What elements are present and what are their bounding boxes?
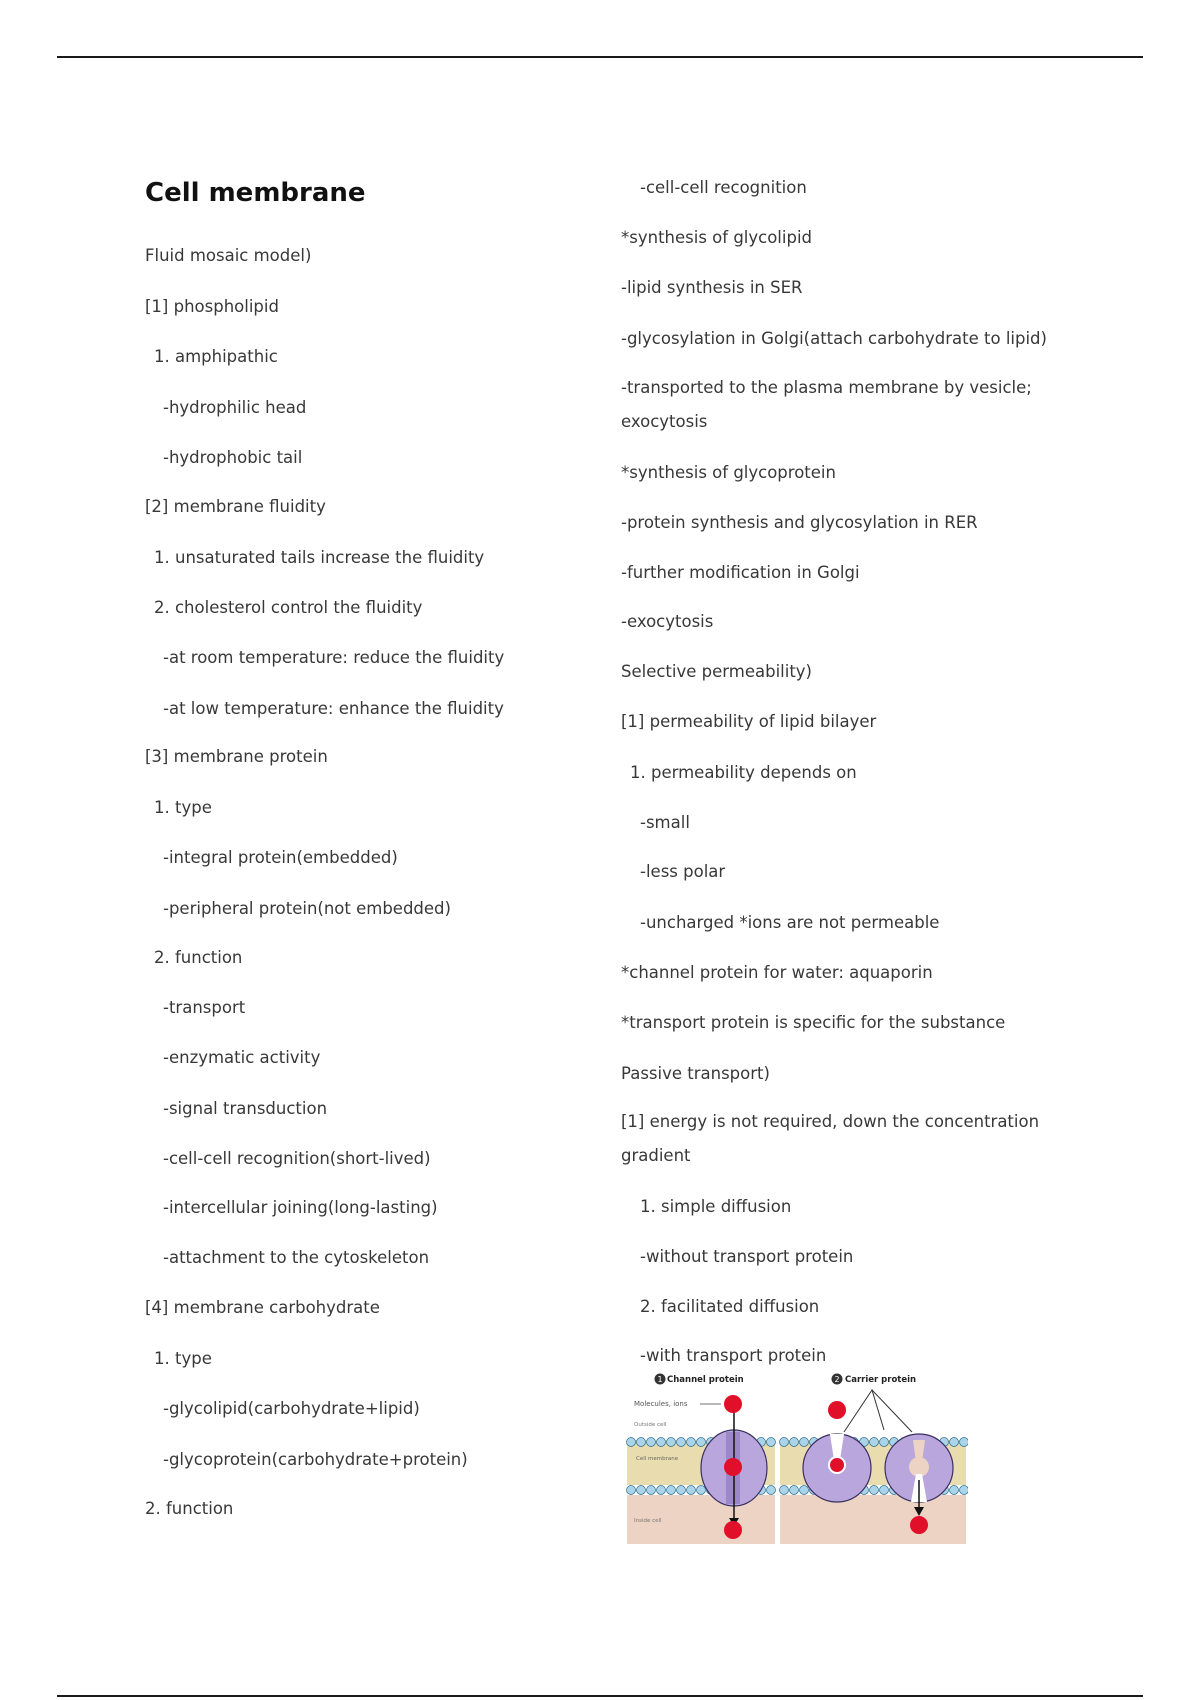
molecule-dot <box>910 1516 928 1534</box>
phospholipid-head <box>647 1486 656 1495</box>
phospholipid-head <box>647 1438 656 1447</box>
phospholipid-head <box>627 1438 636 1447</box>
phospholipid-head <box>960 1438 969 1447</box>
page-title: Cell membrane <box>145 178 366 208</box>
text-line: [1] phospholipid <box>145 297 279 316</box>
text-line: 1. unsaturated tails increase the fluidity <box>154 548 485 567</box>
text-line: -hydrophilic head <box>163 398 307 417</box>
text-line: -signal transduction <box>163 1099 328 1118</box>
molecule-dot <box>724 1458 742 1476</box>
text-line: [2] membrane fluidity <box>145 497 326 516</box>
text-line: -without transport protein <box>640 1247 854 1266</box>
phospholipid-head <box>950 1438 959 1447</box>
svg-text:1: 1 <box>657 1375 663 1384</box>
phospholipid-head <box>677 1438 686 1447</box>
text-line: *transport protein is specific for the substance <box>621 1013 1006 1032</box>
text-line: 1. permeability depends on <box>630 763 857 782</box>
text-line: [3] membrane protein <box>145 747 328 766</box>
text-line: gradient <box>621 1146 691 1165</box>
phospholipid-head <box>697 1486 706 1495</box>
carrier-protein-panel <box>780 1374 969 1545</box>
phospholipid-head <box>780 1486 789 1495</box>
outside-label: Outside cell <box>634 1422 667 1428</box>
phospholipid-head <box>637 1438 646 1447</box>
text-line: -attachment to the cytoskeleton <box>163 1248 430 1267</box>
phospholipid-head <box>687 1438 696 1447</box>
text-line: -cell-cell recognition <box>640 178 807 197</box>
text-line: -exocytosis <box>621 612 714 631</box>
text-line: -intercellular joining(long-lasting) <box>163 1198 438 1217</box>
phospholipid-head <box>790 1486 799 1495</box>
molecule-dot <box>829 1457 845 1473</box>
text-line: Fluid mosaic model) <box>145 246 312 265</box>
text-line: -with transport protein <box>640 1346 827 1365</box>
phospholipid-head <box>800 1438 809 1447</box>
text-line: Passive transport) <box>621 1064 770 1083</box>
text-line: -at low temperature: enhance the fluidity <box>163 699 504 718</box>
text-line: -transport <box>163 998 246 1017</box>
molecule-dot <box>724 1395 742 1413</box>
phospholipid-head <box>627 1486 636 1495</box>
transport-protein-figure <box>622 1370 968 1545</box>
text-line: exocytosis <box>621 412 708 431</box>
phospholipid-head <box>950 1486 959 1495</box>
phospholipid-head <box>767 1438 776 1447</box>
text-line: -uncharged *ions are not permeable <box>640 913 940 932</box>
panel2-label: Carrier protein <box>845 1375 917 1385</box>
text-line: 1. type <box>154 1349 212 1368</box>
text-line: *synthesis of glycolipid <box>621 228 813 247</box>
text-line: -peripheral protein(not embedded) <box>163 899 451 918</box>
channel-protein-panel <box>627 1374 776 1545</box>
phospholipid-head <box>870 1438 879 1447</box>
top-rule <box>57 56 1143 58</box>
text-line: 2. facilitated diffusion <box>640 1297 820 1316</box>
svg-text:2: 2 <box>834 1375 840 1384</box>
text-line: -at room temperature: reduce the fluidity <box>163 648 505 667</box>
phospholipid-head <box>657 1438 666 1447</box>
text-line: [4] membrane carbohydrate <box>145 1298 380 1317</box>
text-line: -less polar <box>640 862 726 881</box>
phospholipid-head <box>767 1486 776 1495</box>
text-line: 2. function <box>154 948 243 967</box>
molecules-label: Molecules, ions <box>634 1400 688 1408</box>
bottom-rule <box>57 1695 1143 1697</box>
phospholipid-head <box>637 1486 646 1495</box>
text-line: 2. function <box>145 1499 234 1518</box>
text-line: [1] permeability of lipid bilayer <box>621 712 877 731</box>
phospholipid-head <box>880 1438 889 1447</box>
text-line: 2. cholesterol control the fluidity <box>154 598 423 617</box>
text-line: -transported to the plasma membrane by vesicle; <box>621 378 1032 397</box>
text-line: -glycoprotein(carbohydrate+protein) <box>163 1450 468 1469</box>
panel1-label: Channel protein <box>667 1375 744 1385</box>
phospholipid-head <box>667 1438 676 1447</box>
phospholipid-head <box>697 1438 706 1447</box>
text-line: 1. amphipathic <box>154 347 278 366</box>
text-line: 1. type <box>154 798 212 817</box>
text-line: -integral protein(embedded) <box>163 848 398 867</box>
phospholipid-head <box>687 1486 696 1495</box>
molecule-dot <box>828 1401 846 1419</box>
text-line: -lipid synthesis in SER <box>621 278 803 297</box>
text-line: -glycosylation in Golgi(attach carbohydrate to lipid) <box>621 329 1047 348</box>
text-line: *channel protein for water: aquaporin <box>621 963 933 982</box>
text-line: 1. simple diffusion <box>640 1197 792 1216</box>
text-line: Selective permeability) <box>621 662 812 681</box>
phospholipid-head <box>657 1486 666 1495</box>
phospholipid-head <box>960 1486 969 1495</box>
text-line: -cell-cell recognition(short-lived) <box>163 1149 431 1168</box>
text-line: -hydrophobic tail <box>163 448 303 467</box>
phospholipid-head <box>780 1438 789 1447</box>
molecule-dot <box>724 1521 742 1539</box>
inside-label: Inside cell <box>634 1518 662 1524</box>
text-line: -protein synthesis and glycosylation in RER <box>621 513 978 532</box>
text-line: *synthesis of glycoprotein <box>621 463 836 482</box>
text-line: -small <box>640 813 690 832</box>
phospholipid-head <box>880 1486 889 1495</box>
text-line: -glycolipid(carbohydrate+lipid) <box>163 1399 420 1418</box>
phospholipid-head <box>800 1486 809 1495</box>
membrane-label: Cell membrane <box>636 1456 679 1462</box>
phospholipid-head <box>790 1438 799 1447</box>
phospholipid-head <box>677 1486 686 1495</box>
text-line: -enzymatic activity <box>163 1048 321 1067</box>
text-line: [1] energy is not required, down the concentration <box>621 1112 1040 1131</box>
text-line: -further modification in Golgi <box>621 563 860 582</box>
phospholipid-head <box>667 1486 676 1495</box>
phospholipid-head <box>870 1486 879 1495</box>
